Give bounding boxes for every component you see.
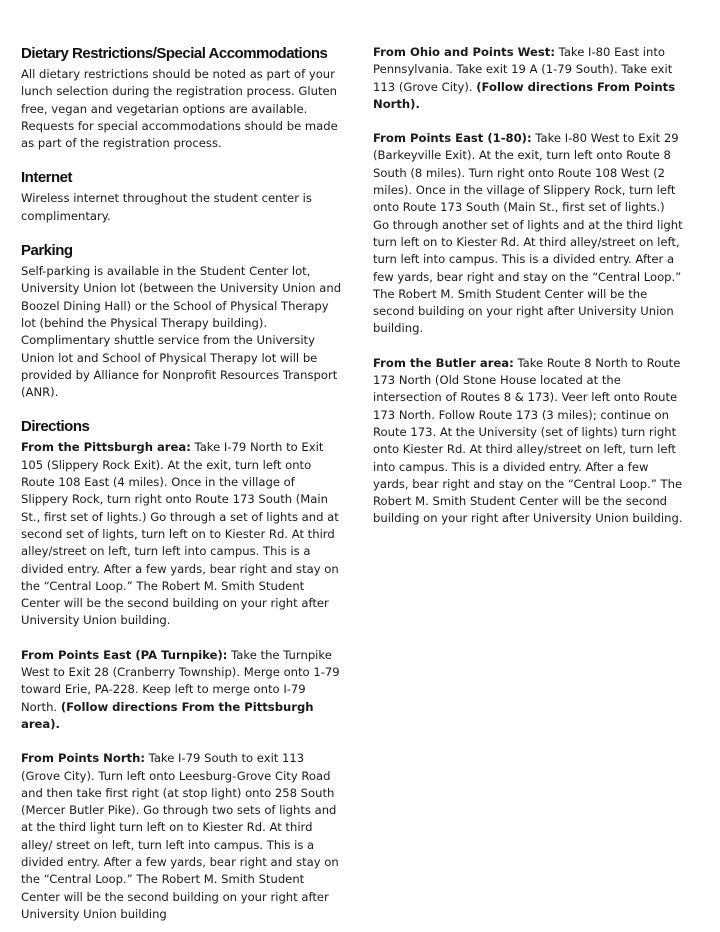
butler-lead: From the Butler area: bbox=[373, 355, 514, 370]
directions-ohio bbox=[373, 44, 683, 113]
directions-north bbox=[21, 750, 343, 923]
turnpike-lead: From Points East (PA Turnpike): bbox=[21, 647, 228, 662]
dietary-section bbox=[21, 44, 343, 152]
internet-section bbox=[21, 168, 343, 225]
parking-section bbox=[21, 241, 343, 401]
ohio-body: Take I-80 East into Pennsylvania. Take exit 19 A (1-79 South). Take exit 113 (Grove City). bbox=[373, 45, 673, 94]
parking-heading: Parking bbox=[21, 242, 73, 260]
parking-body: Self-parking is available in the Student Center lot, University Union lot (between the University Union and Boozel Dining Hall) or the School of Physical Therapy lot (behind the Physical Therapy building). Complimentary shuttle service from the University Union lot and School of Physical Therapy lot will be provided by Alliance for Nonprofit Resources Transport (ANR). bbox=[21, 264, 342, 400]
internet-heading: Internet bbox=[21, 169, 73, 187]
dietary-heading: Dietary Restrictions/Special Accommodations bbox=[21, 45, 328, 62]
east80-body: Take I-80 West to Exit 29 (Barkeyville Exit). At the exit, turn left onto Route 8 South (8 miles). Turn right onto Route 108 West (2 miles). Once in the village of Slippery Rock, turn left onto Route 173 South (Main St., first set of lights.) Go through another set of lights and at the third light turn left on to Kiester Rd. At third alley/street on left, turn left into campus. This is a divided entry. After a few yards, bear right and stay on the “Central Loop.” The Robert M. Smith Student Center will be the second building on your right after University Union building. bbox=[373, 131, 683, 336]
ohio-tail: (Follow directions From Points North). bbox=[373, 79, 676, 111]
directions-section bbox=[21, 417, 343, 923]
directions-butler bbox=[373, 355, 683, 528]
east80-lead: From Points East (1-80): bbox=[373, 131, 532, 146]
internet-body: Wireless internet throughout the student center is complimentary. bbox=[21, 191, 312, 223]
directions-east-i80 bbox=[373, 130, 683, 338]
directions-heading: Directions bbox=[21, 418, 90, 436]
left-column bbox=[21, 44, 343, 923]
dietary-body: All dietary restrictions should be noted as part of your lunch selection during the registration process. Gluten free, vegan and vegetarian options are available. Requests for special accommodations should be made as part of the registration process. bbox=[21, 67, 338, 151]
north-lead: From Points North: bbox=[21, 751, 145, 766]
directions-pittsburgh bbox=[21, 439, 343, 629]
turnpike-body: Take the Turnpike West to Exit 28 (Cranberry Township). Merge onto 1-79 toward Erie, PA-228. Keep left to merge onto I-79 North. bbox=[21, 647, 340, 714]
turnpike-tail: (Follow directions From the Pittsburgh area). bbox=[21, 699, 314, 731]
pittsburgh-body: Take I-79 North to Exit 105 (Slippery Rock Exit). At the exit, turn left onto Route 108 East (4 miles). Once in the village of Slippery Rock, turn right onto Route 173 South (Main St., first set of lights.) Go through a set of lights and at second set of lights, turn left on to Kiester Rd. At third alley/street on left, turn left into campus. This is a divided entry. After a few yards, bear right and stay on the “Central Loop.” The Robert M. Smith Student Center will be the second building on your right after University Union building. bbox=[21, 440, 339, 628]
north-body: Take I-79 South to exit 113 (Grove City). Turn left onto Leesburg-Grove City Road and then take first right (at stop light) onto 258 South (Mercer Butler Pike). Go through two sets of lights and at the third light turn left on to Kiester Rd. At third alley/ street on left, turn left into campus. This is a divided entry. After a few yards, bear right and stay on the “Central Loop.” The Robert M. Smith Student Center will be the second building on your right after University Union building bbox=[21, 751, 339, 921]
butler-body: Take Route 8 North to Route 173 North (Old Stone House located at the intersection of Routes 8 & 173). Veer left onto Route 173 North. Follow Route 173 (3 miles); continue on Route 173. At the University (set of lights) turn right onto Kiester Rd. At third alley/street on left, turn left into campus. This is a divided entry. After a few yards, bear right and stay on the “Central Loop.” The Robert M. Smith Student Center will be the second building on your right after University Union building. bbox=[373, 355, 683, 526]
directions-turnpike bbox=[21, 647, 343, 733]
pittsburgh-lead: From the Pittsburgh area: bbox=[21, 440, 191, 455]
ohio-lead: From Ohio and Points West: bbox=[373, 45, 555, 59]
right-column bbox=[373, 44, 683, 528]
